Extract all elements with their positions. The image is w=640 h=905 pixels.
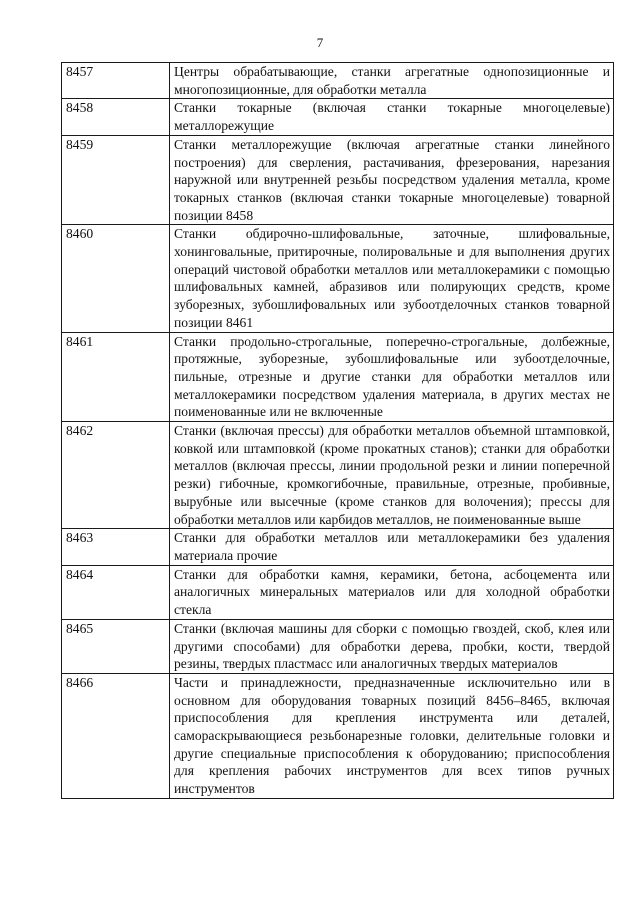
description-cell: Станки металлорежущие (включая агрегатные станки линейного построения) для сверления, растачивания, фрезерования, нарезания наружной или внутренней резьбы посредством удаления металла, кроме токарных станков (включая станки токарные многоцелевые) товарной позиции 8458 <box>170 135 614 225</box>
code-cell: 8457 <box>62 63 170 99</box>
description-cell: Станки (включая прессы) для обработки металлов объемной штамповкой, ковкой или штамповкой (кроме прокатных станов); станки для обработки металлов (включая прессы, линии продольной резки и линии поперечной резки) гибочные, кромкогибочные, правильные, отрезные, пробивные, вырубные или высечные (кроме станков для волочения); прессы для обработки металлов или карбидов металлов, не поименованные выше <box>170 422 614 529</box>
description-cell: Части и принадлежности, предназначенные исключительно или в основном для оборудования товарных позиций 8456–8465, включая приспособления для крепления инструмента или деталей, самораскрывающиеся резьбонарезные головки, делительные головки и другие специальные приспособления к оборудованию; приспособления для крепления рабочих инструментов для всех типов ручных инструментов <box>170 673 614 798</box>
description-cell: Станки продольно-строгальные, поперечно-строгальные, долбежные, протяжные, зуборезные, зубошлифовальные или зубоотделочные, пильные, отрезные и другие станки для обработки металлов или металлокерамики посредством удаления материала, в других местах не поименованные или не включенные <box>170 332 614 422</box>
table-row <box>62 99 614 135</box>
page-number: 7 <box>316 35 324 50</box>
table-row <box>62 332 614 422</box>
description-cell: Станки обдирочно-шлифовальные, заточные, шлифовальные, хонинговальные, притирочные, полировальные и для выполнения других операций чистовой обработки металлов или металлокерамики с помощью шлифовальных камней, абразивов или полирующих средств, кроме зуборезных, зубошлифовальных или зубоотделочных станков товарной позиции 8461 <box>170 225 614 332</box>
description-cell: Станки (включая машины для сборки с помощью гвоздей, скоб, клея или другими способами) для обработки дерева, пробки, кости, твердой резины, твердых пластмасс или аналогичных твердых материалов <box>170 619 614 673</box>
code-cell: 8460 <box>62 225 170 332</box>
table-row <box>62 673 614 798</box>
description-cell: Станки для обработки металлов или металлокерамики без удаления материала прочие <box>170 529 614 565</box>
tariff-code-table <box>61 62 614 799</box>
code-cell: 8462 <box>62 422 170 529</box>
code-cell: 8459 <box>62 135 170 225</box>
code-cell: 8458 <box>62 99 170 135</box>
description-cell: Станки токарные (включая станки токарные многоцелевые) металлорежущие <box>170 99 614 135</box>
code-cell: 8464 <box>62 565 170 619</box>
table-row <box>62 225 614 332</box>
table-row <box>62 529 614 565</box>
table-row <box>62 135 614 225</box>
table-row <box>62 619 614 673</box>
description-cell: Станки для обработки камня, керамики, бетона, асбоцемента или аналогичных минеральных материалов или для холодной обработки стекла <box>170 565 614 619</box>
code-cell: 8465 <box>62 619 170 673</box>
code-cell: 8463 <box>62 529 170 565</box>
description-cell: Центры обрабатывающие, станки агрегатные однопозиционные и многопозиционные, для обработки металла <box>170 63 614 99</box>
code-cell: 8466 <box>62 673 170 798</box>
code-cell: 8461 <box>62 332 170 422</box>
table-row <box>62 422 614 529</box>
table-row <box>62 63 614 99</box>
table-row <box>62 565 614 619</box>
